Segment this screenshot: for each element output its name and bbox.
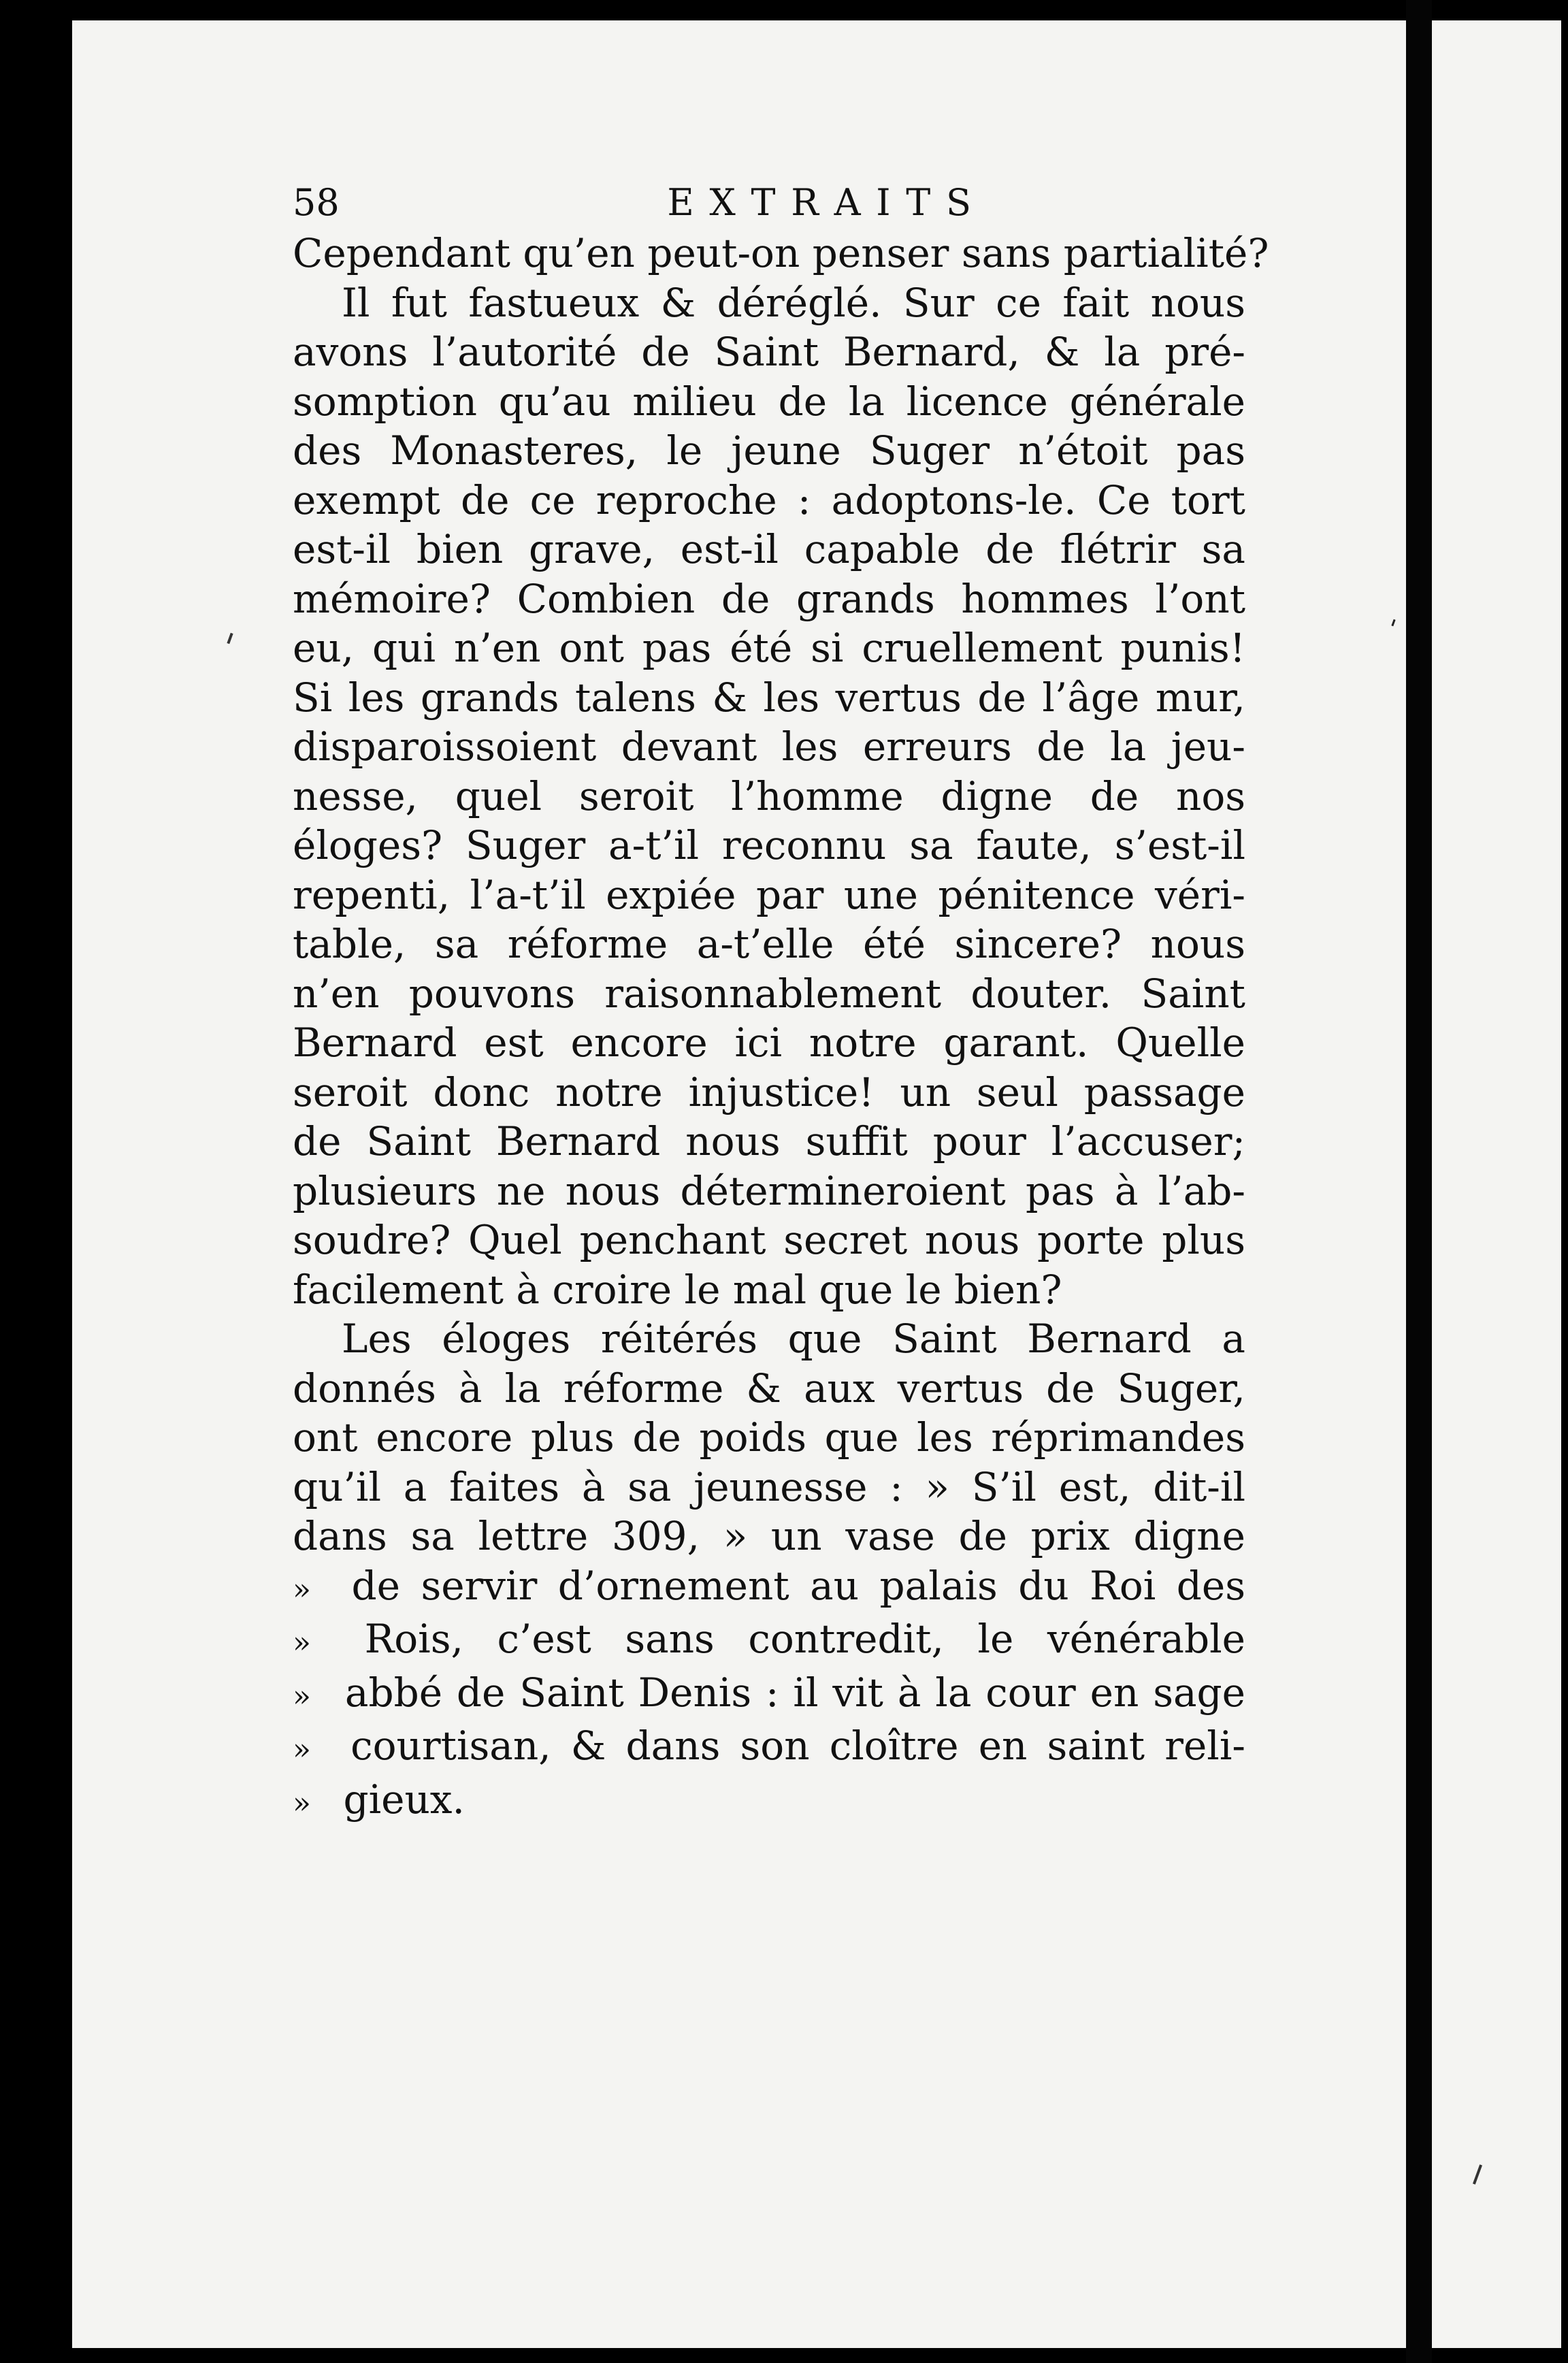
text-line: facilement à croire le mal que le bien?	[293, 1266, 1062, 1313]
ink-speck	[1391, 619, 1395, 626]
text-line: repenti, l’a-t’il expiée par une pénitence véri-	[293, 871, 1245, 918]
quote-line	[293, 1614, 1245, 1668]
text-line: table, sa réforme a-t’elle été sincere? nous	[293, 921, 1245, 967]
quotation-mark: »	[293, 1625, 311, 1660]
text-line: n’en pouvons raisonnablement douter. Saint	[293, 970, 1245, 1017]
quotation-mark: »	[293, 1571, 311, 1607]
text-line: Les éloges réitérés que Saint Bernard a	[342, 1316, 1245, 1362]
text-line: avons l’autorité de Saint Bernard, & la pré-	[293, 329, 1245, 375]
text-line: ont encore plus de poids que les réprimandes	[293, 1414, 1245, 1461]
quote-text: gieux.	[343, 1776, 465, 1823]
text-line: nesse, quel seroit l’homme digne de nos	[293, 772, 1245, 819]
quote-line	[293, 1775, 1245, 1829]
text-line: disparoissoient devant les erreurs de la jeu-	[293, 723, 1245, 770]
text-line: donnés à la réforme & aux vertus de Suger,	[293, 1365, 1245, 1412]
quotation-mark: »	[293, 1678, 311, 1714]
text-line: mémoire? Combien de grands hommes l’ont	[293, 575, 1245, 622]
text-line: Il fut fastueux & déréglé. Sur ce fait nous	[342, 279, 1245, 326]
text-line: est-il bien grave, est-il capable de flétrir sa	[293, 526, 1245, 572]
text-line: dans sa lettre 309, » un vase de prix digne	[293, 1513, 1245, 1559]
quote-text: Rois, c’est sans contredit, le vénérable	[364, 1616, 1246, 1662]
quotation-mark: »	[293, 1732, 311, 1767]
book-gutter	[1406, 0, 1432, 2363]
text-line: seroit donc notre injustice! un seul passage	[293, 1069, 1245, 1115]
text-line: exempt de ce reproche : adoptons-le. Ce tort	[293, 476, 1245, 523]
text-line: Si les grands talens & les vertus de l’âge mur,	[293, 674, 1245, 721]
ink-speck	[1473, 2164, 1482, 2185]
text-line: éloges? Suger a-t’il reconnu sa faute, s’est-il	[293, 822, 1245, 868]
text-line: des Monasteres, le jeune Suger n’étoit pas	[293, 427, 1245, 474]
quote-text: courtisan, & dans son cloître en saint reli-	[350, 1723, 1245, 1769]
facing-page-edge	[1432, 20, 1561, 2348]
text-line: Cependant qu’en peut-on penser sans partialité?	[293, 230, 1269, 276]
quote-line	[293, 1561, 1245, 1615]
page-text-block	[293, 178, 1269, 1828]
text-line: somption qu’au milieu de la licence générale	[293, 378, 1245, 425]
running-title: EXTRAITS	[667, 181, 987, 224]
text-line: qu’il a faites à sa jeunesse : » S’il est, dit-il	[293, 1463, 1245, 1510]
page-header	[293, 178, 1245, 227]
text-line: soudre? Quel penchant secret nous porte plus	[293, 1217, 1245, 1263]
quotation-mark: »	[293, 1785, 311, 1821]
quote-text: abbé de Saint Denis : il vit à la cour en sage	[344, 1669, 1245, 1716]
ink-speck	[227, 633, 233, 644]
quote-line	[293, 1721, 1245, 1775]
quote-text: de servir d’ornement au palais du Roi des	[351, 1562, 1245, 1609]
body-text	[293, 229, 1269, 1561]
text-line: plusieurs ne nous détermineroient pas à l’ab-	[293, 1167, 1245, 1214]
block-quote	[293, 1561, 1245, 1829]
text-line: eu, qui n’en ont pas été si cruellement punis!	[293, 625, 1245, 671]
page-number: 58	[293, 181, 340, 224]
quote-line	[293, 1668, 1245, 1722]
text-line: Bernard est encore ici notre garant. Quelle	[293, 1020, 1245, 1066]
text-line: de Saint Bernard nous suffit pour l’accuser;	[293, 1118, 1245, 1164]
